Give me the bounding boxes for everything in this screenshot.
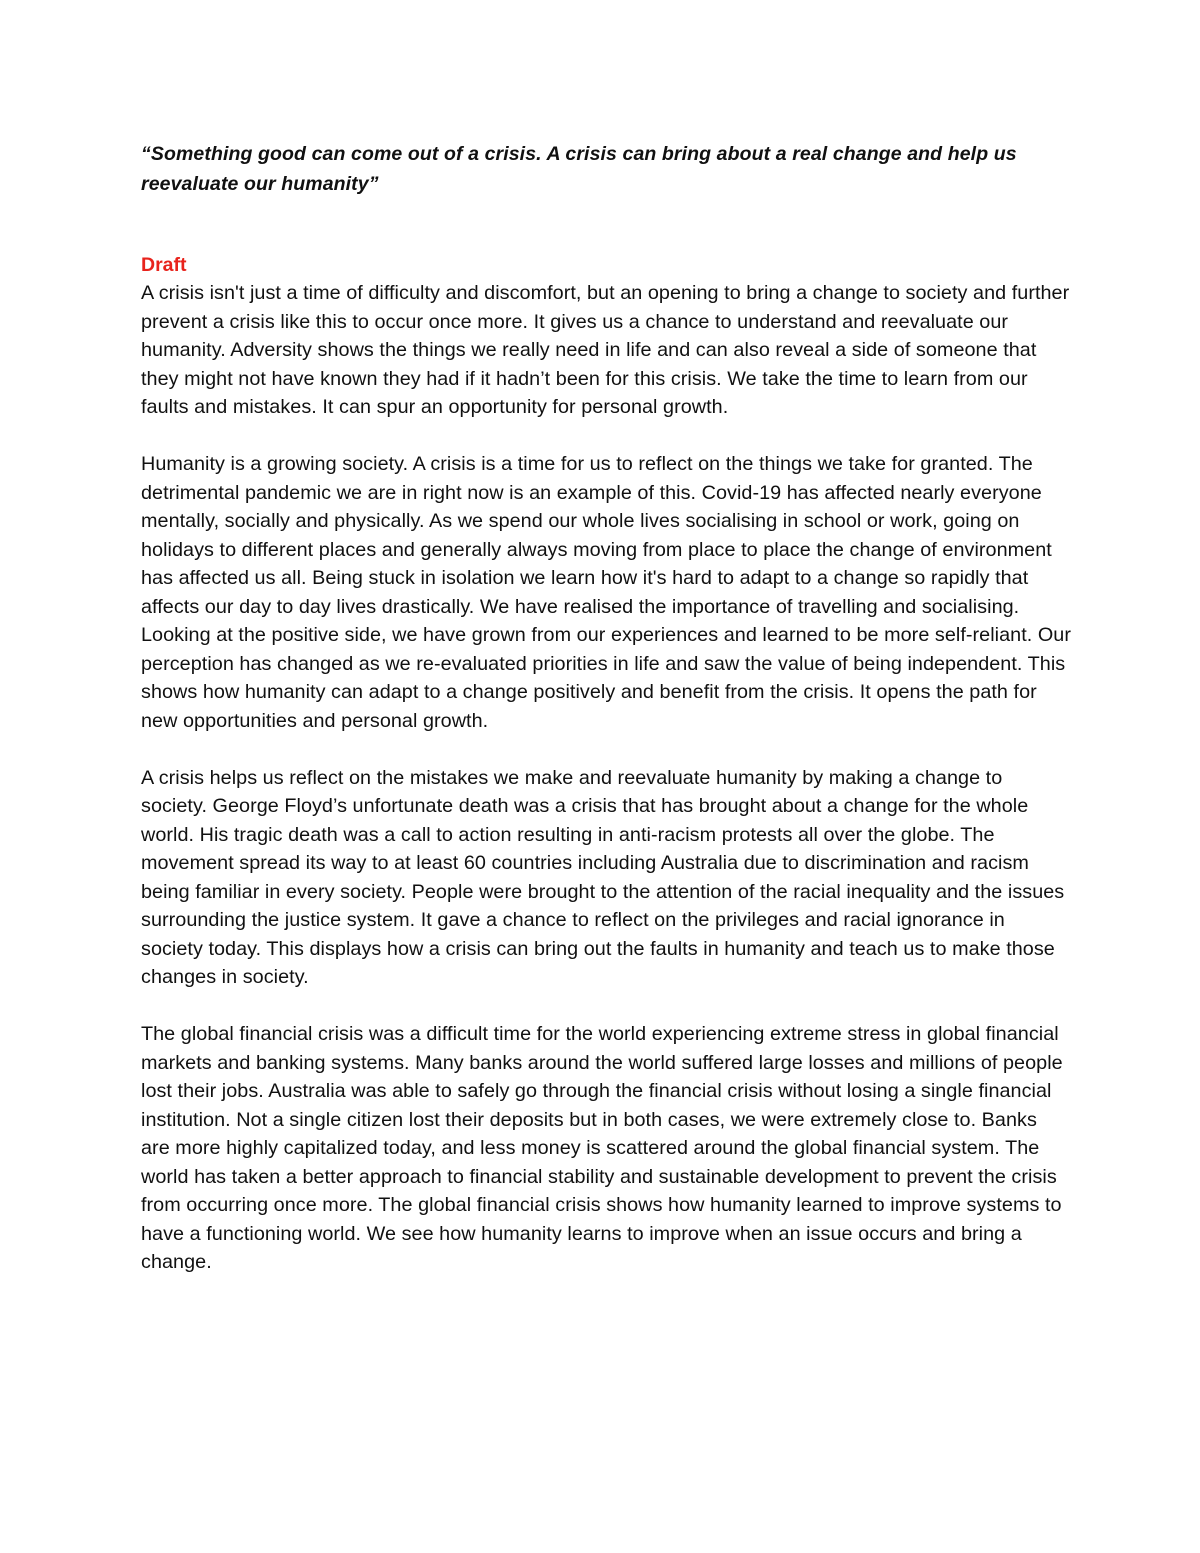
draft-heading: Draft [141,254,187,276]
opening-quote: “Something good can come out of a crisis. A crisis can bring about a real change and help us reevaluate our humanity” [141,143,1017,195]
paragraph-3: A crisis helps us reflect on the mistakes we make and reevaluate humanity by making a change to society. George Floyd’s unfortunate death was a crisis that has brought about a change for the whole world. His tragic death was a call to action resulting in anti-racism protests all over the globe. The movement spread its way to at least 60 countries including Australia due to discrimination and racism being familiar in every society. People were brought to the attention of the racial inequality and the issues surrounding the justice system. It gave a chance to reflect on the privileges and racial ignorance in society today. This displays how a crisis can bring out the faults in humanity and teach us to make those changes in society. [141,766,1065,988]
document-body [141,139,1071,1277]
paragraph-2: Humanity is a growing society. A crisis is a time for us to reflect on the things we take for granted. The detrimental pandemic we are in right now is an example of this. Covid-19 has affected nearly everyone mentally, socially and physically. As we spend our whole lives socialising in school or work, going on holidays to different places and generally always moving from place to place the change of environment has affected us all. Being stuck in isolation we learn how it's hard to adapt to a change so rapidly that affects our day to day lives drastically. We have realised the importance of travelling and socialising. Looking at the positive side, we have grown from our experiences and learned to be more self-reliant. Our perception has changed as we re-evaluated priorities in life and saw the value of being independent. This shows how humanity can adapt to a change positively and benefit from the crisis. It opens the path for new opportunities and personal growth. [141,453,1071,732]
paragraph-4: The global financial crisis was a difficult time for the world experiencing extreme stress in global financial markets and banking systems. Many banks around the world suffered large losses and millions of people lost their jobs. Australia was able to safely go through the financial crisis without losing a single financial institution. Not a single citizen lost their deposits but in both cases, we were extremely close to. Banks are more highly capitalized today, and less money is scattered around the global financial system. The world has taken a better approach to financial stability and sustainable development to prevent the crisis from occurring once more. The global financial crisis shows how humanity learned to improve systems to have a functioning world. We see how humanity learns to improve when an issue occurs and bring a change. [141,1023,1063,1273]
paragraph-1: A crisis isn't just a time of difficulty and discomfort, but an opening to bring a change to society and further prevent a crisis like this to occur once more. It gives us a chance to understand and reevaluate our humanity. Adversity shows the things we really need in life and can also reveal a side of someone that they might not have known they had if it hadn’t been for this crisis. We take the time to learn from our faults and mistakes. It can spur an opportunity for personal growth. [141,282,1070,418]
